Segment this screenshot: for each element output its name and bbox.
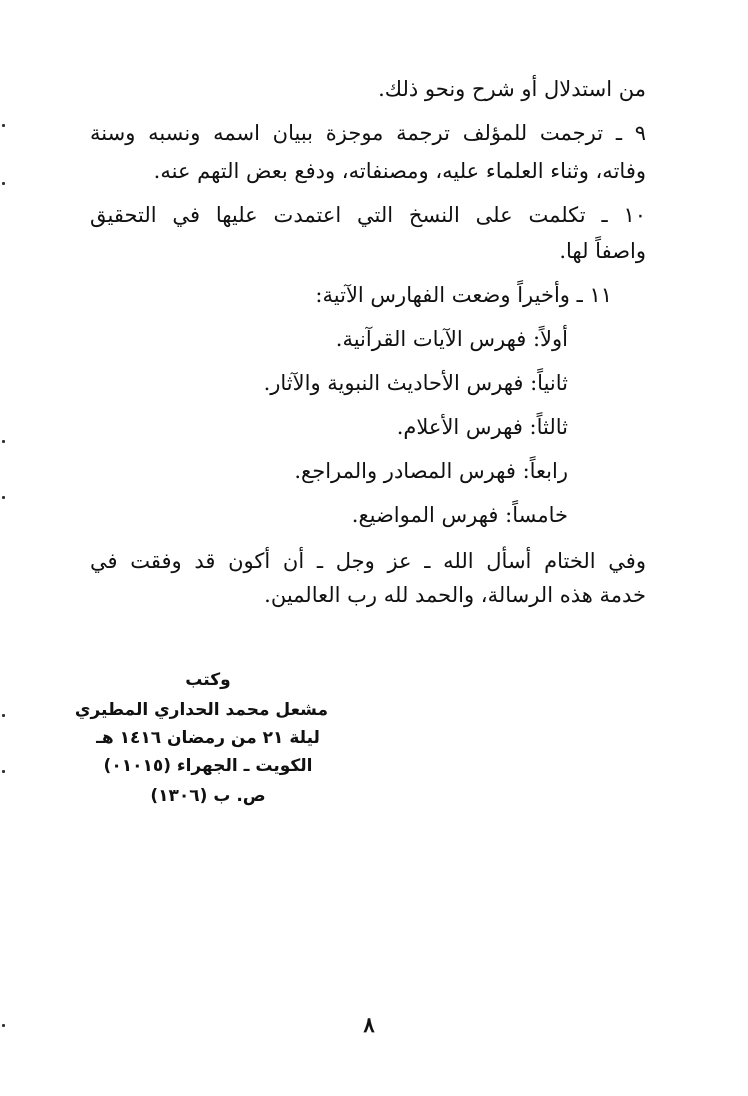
- signature-location: الكويت ـ الجهراء (٠١٠١٥): [103, 756, 313, 776]
- closing-line-1: وفي الختام أسأل الله ـ عز وجل ـ أن أكون قد وفقت في: [90, 549, 646, 573]
- text-line-1: من استدلال أو شرح ونحو ذلك.: [378, 77, 646, 101]
- index-item-4: رابعاً: فهرس المصادر والمراجع.: [294, 459, 568, 483]
- item-10-line-2: واصفاً لها.: [559, 239, 646, 263]
- item-10-line-1: ١٠ ـ تكلمت على النسخ التي اعتمدت عليها في التحقيق: [90, 203, 646, 227]
- scan-mark: [2, 124, 5, 127]
- index-item-3: ثالثاً: فهرس الأعلام.: [396, 415, 568, 439]
- page-number: ٨: [363, 1012, 375, 1037]
- scan-mark: [2, 1024, 5, 1027]
- index-item-5: خامساً: فهرس المواضيع.: [351, 503, 568, 527]
- closing-line-2: خدمة هذه الرسالة، والحمد لله رب العالمين.: [264, 583, 646, 607]
- signature-date: ليلة ٢١ من رمضان ١٤١٦ هـ: [96, 728, 320, 748]
- scan-mark: [2, 182, 5, 185]
- signature-author: مشعل محمد الحداري المطيري: [74, 700, 328, 720]
- item-9-line-2: وفاته، وثناء العلماء عليه، ومصنفاته، ودفع بعض التهم عنه.: [153, 159, 646, 183]
- scan-mark: [2, 714, 5, 717]
- index-item-1: أولاً: فهرس الآيات القرآنية.: [335, 327, 568, 351]
- signature-pobox: ص. ب (١٣٠٦): [150, 786, 266, 806]
- scan-mark: [2, 496, 5, 499]
- index-item-2: ثانياً: فهرس الأحاديث النبوية والآثار.: [263, 371, 568, 395]
- scan-mark: [2, 440, 5, 443]
- item-11-heading: ١١ ـ وأخيراً وضعت الفهارس الآتية:: [315, 283, 612, 307]
- scan-mark: [2, 770, 5, 773]
- item-9-line-1: ٩ ـ ترجمت للمؤلف ترجمة موجزة ببيان اسمه ونسبه وسنة: [90, 121, 646, 145]
- signature-wrote: وكتب: [185, 670, 231, 690]
